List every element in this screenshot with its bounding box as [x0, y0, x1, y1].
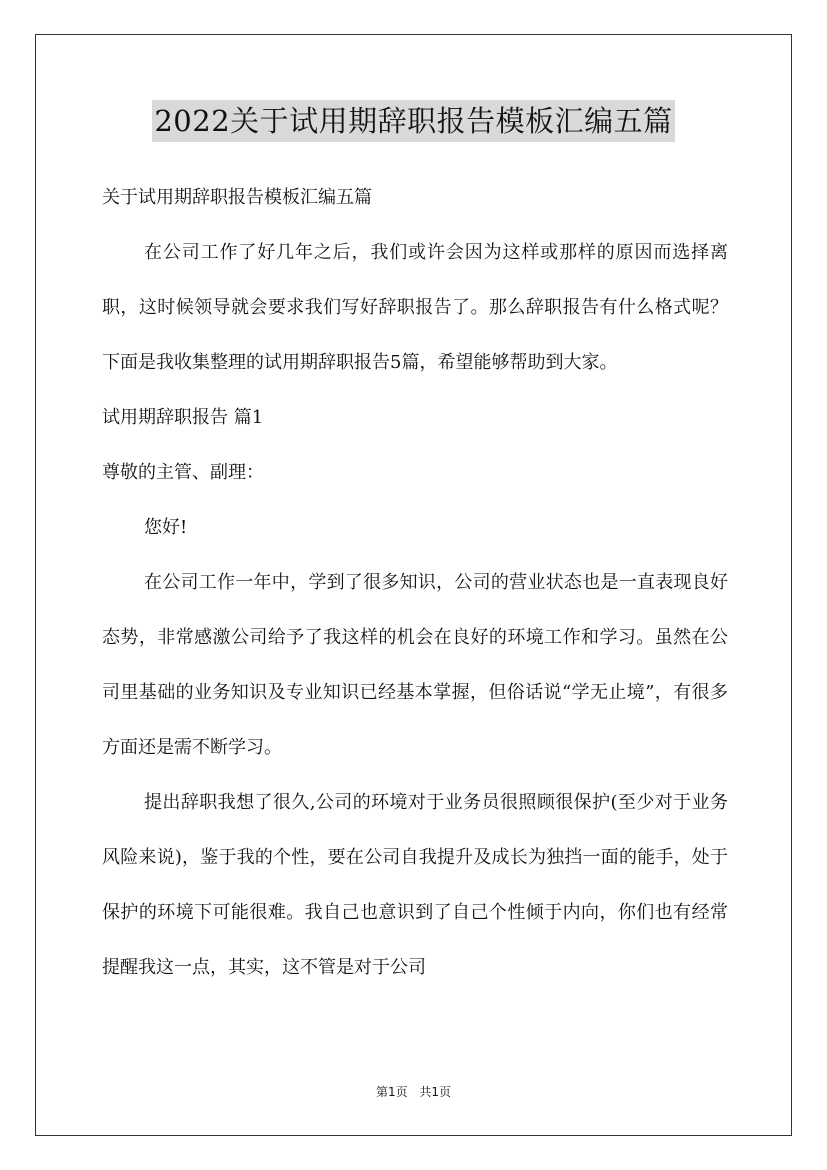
- title-container: [0, 100, 827, 142]
- salutation: 尊敬的主管、副理：: [102, 462, 264, 483]
- greeting: 您好!: [144, 517, 188, 538]
- page-number: 第1页: [375, 1085, 408, 1099]
- intro-paragraph: 在公司工作了好几年之后，我们或许会因为这样或那样的原因而选择离职，这时候领导就会要求我们写好辞职报告了。那么辞职报告有什么格式呢？下面是我收集整理的试用期辞职报告5篇，希望能够帮助到大家。: [102, 242, 728, 373]
- page-total: 共1页: [419, 1085, 452, 1099]
- document-subtitle: 关于试用期辞职报告模板汇编五篇: [102, 187, 372, 208]
- document-body: [102, 170, 728, 995]
- body-paragraph-2: 提出辞职我想了很久,公司的环境对于业务员很照顾很保护(至少对于业务风险来说)，鉴于我的个性，要在公司自我提升及成长为独挡一面的能手，处于保护的环境下可能很难。我自己也意识到了自己个性倾于内向，你们也有经常提醒我这一点，其实，这不管是对于公司: [102, 792, 728, 978]
- document-title: 2022关于试用期辞职报告模板汇编五篇: [152, 100, 674, 142]
- body-paragraph-1: 在公司工作一年中，学到了很多知识，公司的营业状态也是一直表现良好态势，非常感激公司给予了我这样的机会在良好的环境工作和学习。虽然在公司里基础的业务知识及专业知识已经基本掌握，但俗话说“学无止境”，有很多方面还是需不断学习。: [102, 572, 728, 758]
- section-heading: 试用期辞职报告 篇1: [102, 407, 264, 428]
- page-footer: [0, 1084, 827, 1100]
